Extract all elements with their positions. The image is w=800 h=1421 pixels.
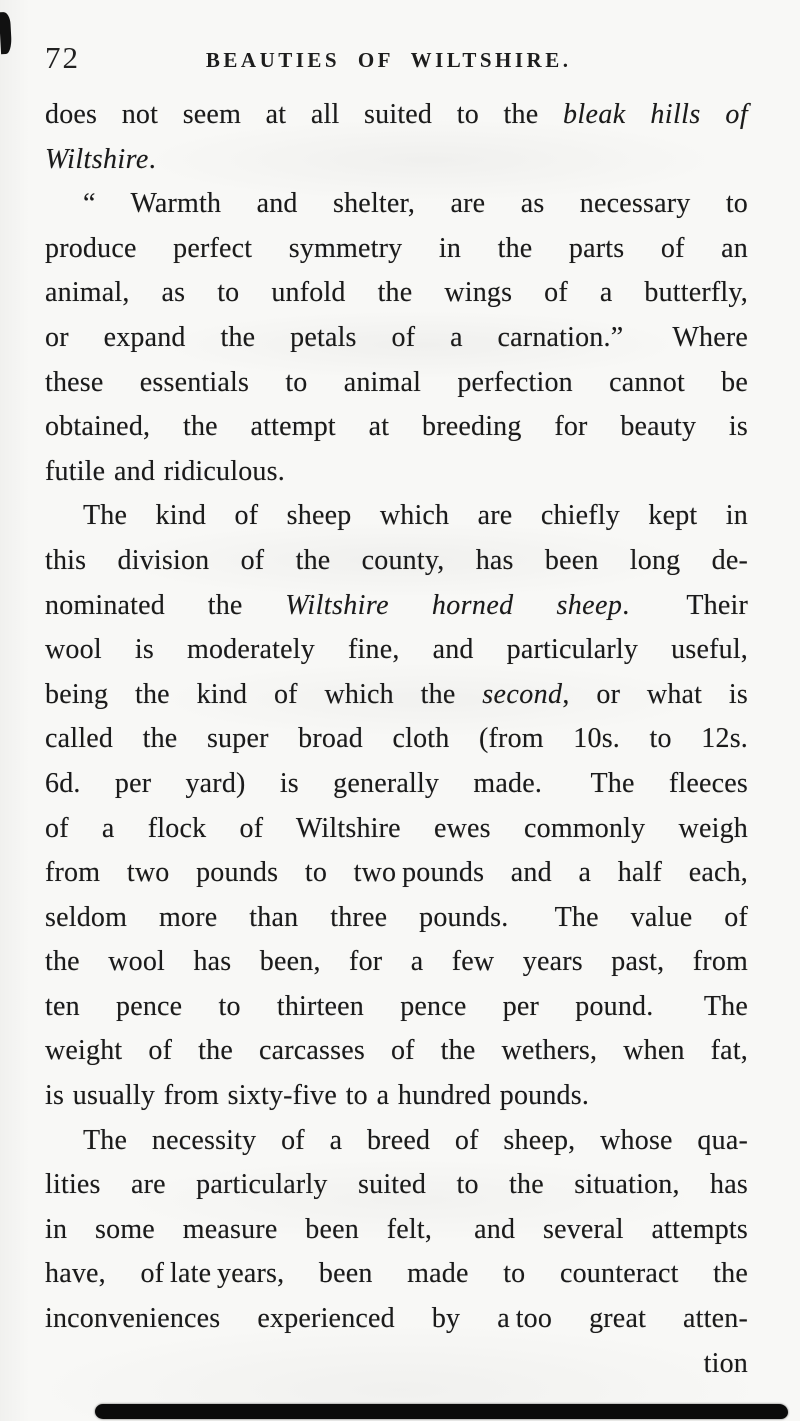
text-line [45, 271, 748, 316]
text-line [45, 1029, 748, 1074]
text-line [45, 1119, 748, 1164]
page-number: 72 [45, 40, 80, 75]
text-line [45, 762, 748, 807]
text-segment: the wool has been, for a few years past, from [45, 946, 748, 978]
text-segment: futile and ridiculous. [45, 455, 285, 487]
text-segment: The kind of sheep which are chiefly kept in [83, 500, 748, 532]
text-line [45, 1074, 748, 1119]
text-segment: does not seem at all suited to the [45, 99, 563, 130]
text-line [45, 940, 748, 985]
text-segment: have, of late years, been made to counteract the [45, 1258, 748, 1290]
running-title: BEAUTIES OF WILTSHIRE. [205, 48, 572, 72]
italic-text-segment: Wiltshire [45, 143, 149, 175]
text-segment: wool is moderately fine, and particularly useful, [45, 634, 748, 666]
text-line [45, 93, 748, 138]
text-segment: or expand the petals of a carnation.” Where [45, 321, 748, 353]
text-segment: weight of the carcasses of the wethers, when fat, [45, 1035, 748, 1067]
text-segment: . [148, 143, 156, 175]
text-segment: inconveniences experienced by a too great atten- [45, 1303, 748, 1335]
scan-artifact-corner [0, 12, 12, 55]
text-line [45, 717, 748, 762]
text-line [45, 1342, 748, 1387]
text-segment: of a flock of Wiltshire ewes commonly weigh [45, 812, 748, 844]
text-segment: The necessity of a breed of sheep, whose qua- [83, 1124, 748, 1156]
text-segment: lities are particularly suited to the situation, has [45, 1169, 748, 1201]
page-body [45, 93, 748, 1386]
text-segment: nominated the [45, 589, 286, 621]
text-segment: is usually from sixty-five to a hundred pounds. [45, 1080, 590, 1112]
text-segment: . Their [622, 589, 748, 621]
text-line [45, 316, 748, 361]
scan-artifact-bar [95, 1404, 788, 1419]
italic-text-segment: second [482, 678, 563, 710]
text-line [45, 539, 748, 584]
text-line [45, 494, 748, 539]
text-line [45, 807, 748, 852]
text-segment: from two pounds to two pounds and a half each, [45, 857, 748, 889]
text-line [45, 1163, 748, 1208]
text-line [45, 896, 748, 941]
text-line [45, 1297, 748, 1342]
text-segment: ten pence to thirteen pence per pound. The [45, 990, 748, 1022]
text-segment: in some measure been felt, and several attempts [45, 1213, 748, 1245]
text-line [45, 584, 748, 629]
text-line [45, 138, 748, 183]
text-segment: , or what is [562, 678, 748, 710]
text-line [45, 182, 748, 227]
text-line [45, 361, 748, 406]
text-segment: animal, as to unfold the wings of a butterfly, [45, 277, 748, 309]
page-header [45, 40, 747, 76]
text-segment: this division of the county, has been long de- [45, 544, 748, 576]
text-segment: 6d. per yard) is generally made. The fleeces [45, 767, 748, 799]
text-line [45, 673, 748, 718]
text-segment: these essentials to animal perfection cannot be [45, 366, 748, 398]
text-line [45, 227, 748, 272]
text-line [45, 1252, 748, 1297]
text-segment: seldom more than three pounds. The value of [45, 901, 748, 933]
italic-text-segment: Wiltshire horned sheep [285, 589, 623, 621]
text-segment: tion [703, 1347, 748, 1379]
text-line [45, 851, 748, 896]
text-segment: obtained, the attempt at breeding for beauty is [45, 411, 748, 443]
text-line [45, 628, 748, 673]
text-line [45, 985, 748, 1030]
text-segment: being the kind of which the [45, 678, 483, 710]
text-segment: produce perfect symmetry in the parts of an [45, 232, 748, 264]
text-segment: “ Warmth and shelter, are as necessary to [83, 188, 748, 220]
italic-text-segment: bleak hills of [562, 99, 748, 130]
text-segment: called the super broad cloth (from 10s. to 12s. [45, 723, 748, 755]
text-line [45, 1208, 748, 1253]
text-line [45, 405, 748, 450]
text-line [45, 450, 748, 495]
